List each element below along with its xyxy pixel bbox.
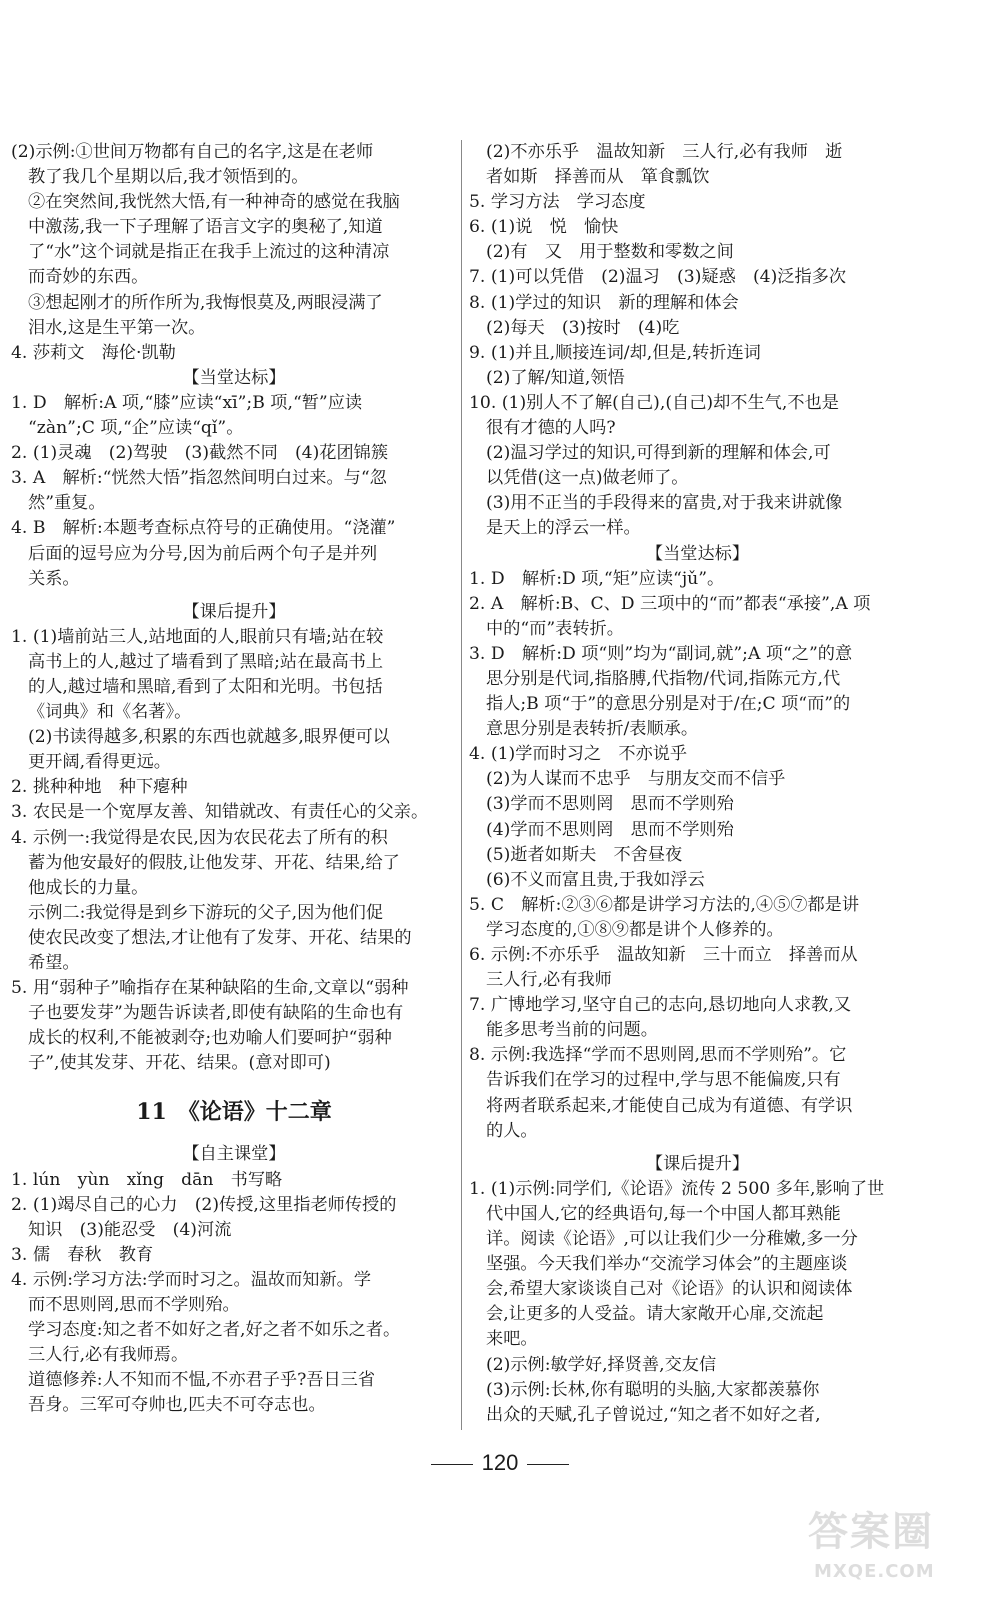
text-line: (2)了解/知道,领悟	[486, 367, 625, 388]
text-line: 6. (1)说 悦 愉快	[469, 217, 619, 238]
text-line: 高书上的人,越过了墙看到了黑暗;站在最高书上	[28, 651, 384, 672]
text-line: “zàn”;C 项,“企”应读“qǐ”。	[28, 418, 244, 439]
text-line: 者如斯 择善而从 箪食瓢饮	[486, 167, 710, 188]
text-line: ③想起刚才的所作所为,我悔恨莫及,两眼浸满了	[28, 292, 383, 313]
text-line: ②在突然间,我恍然大悟,有一种神奇的感觉在我脑	[28, 192, 400, 213]
text-line: 了“水”这个词就是指正在我手上流过的这种清凉	[28, 242, 390, 263]
text-line: 的人,越过墙和黑暗,看到了太阳和光明。书包括	[28, 676, 383, 697]
text-line: 详。阅读《论语》,可以让我们少一分稚嫩,多一分	[486, 1229, 858, 1250]
text-line: 4. 示例一:我觉得是农民,因为农民花去了所有的积	[11, 827, 388, 848]
text-line: (3)学而不思则罔 思而不学则殆	[486, 794, 734, 815]
text-line: 吾身。三军可夺帅也,匹夫不可夺志也。	[28, 1395, 326, 1416]
text-line: 三人行,必有我师	[486, 970, 612, 991]
text-line: 而奇妙的东西。	[28, 267, 149, 288]
text-line: 7. 广博地学习,坚守自己的志向,恳切地向人求教,又	[469, 995, 852, 1016]
text-line: 1. (1)墙前站三人,站地面的人,眼前只有墙;站在较	[11, 626, 384, 647]
text-line: 告诉我们在学习的过程中,学与思不能偏废,只有	[486, 1070, 841, 1091]
footer-rule-right	[527, 1464, 569, 1465]
text-line: 希望。	[28, 953, 80, 973]
text-line: 是天上的浮云一样。	[486, 518, 641, 539]
text-line: 4. B 解析:本题考查标点符号的正确使用。“浇灌”	[11, 518, 396, 539]
text-line: 8. (1)学过的知识 新的理解和体会	[469, 292, 739, 313]
lesson-title: 11 《论语》十二章	[136, 1099, 332, 1126]
text-line: 8. 示例:我选择“学而不思则罔,思而不学则殆”。它	[469, 1045, 847, 1066]
text-line: 更开阔,看得更远。	[28, 752, 171, 773]
text-line: (6)不义而富且贵,于我如浮云	[486, 869, 705, 890]
right-column	[469, 140, 926, 1428]
text-line: 5. 用“弱种子”喻指存在某种缺陷的生命,文章以“弱种	[11, 978, 409, 999]
text-line: (2)示例:敏学好,择贤善,交友信	[486, 1354, 717, 1375]
text-line: 将两者联系起来,才能使自己成为有道德、有学识	[486, 1095, 853, 1116]
text-line: 示例二:我觉得是到乡下游玩的父子,因为他们促	[28, 902, 384, 923]
column-divider	[461, 140, 462, 1430]
text-line: 然”重复。	[28, 493, 106, 514]
text-line: 泪水,这是生平第一次。	[28, 317, 206, 338]
text-line: 他成长的力量。	[28, 877, 149, 898]
text-line: 关系。	[28, 568, 80, 589]
watermark	[808, 1508, 992, 1592]
text-line: 道德修养:人不知而不愠,不亦君子乎?吾日三省	[28, 1370, 376, 1391]
page-number-footer	[0, 1451, 1000, 1475]
text-line: (2)示例:①世间万物都有自己的名字,这是在老师	[11, 142, 374, 162]
section-heading: 【课后提升】	[645, 1153, 750, 1174]
text-line: 中的“而”表转折。	[486, 618, 624, 639]
text-line: 1. lún yùn xǐng dān 书写略	[11, 1169, 283, 1190]
text-line: 7. (1)可以凭借 (2)温习 (3)疑惑 (4)泛指多次	[469, 267, 847, 288]
watermark-logo-text: 答案圈	[808, 1509, 934, 1555]
text-line: 很有才德的人吗?	[486, 418, 616, 439]
text-line: 1. D 解析:A 项,“膝”应读“xī”;B 项,“暂”应读	[11, 392, 363, 413]
text-line: (3)用不正当的手段得来的富贵,对于我来讲就像	[486, 493, 843, 514]
text-line: 4. 示例:学习方法:学而时习之。温故而知新。学	[11, 1269, 372, 1290]
text-line: 三人行,必有我师焉。	[28, 1345, 189, 1366]
text-line: 《词典》和《名著》。	[28, 702, 192, 723]
text-line: 出众的天赋,孔子曾说过,“知之者不如好之者,	[486, 1404, 821, 1425]
text-line: 中激荡,我一下子理解了语言文字的奥秘了,知道	[28, 217, 383, 238]
text-line: 知识 (3)能忍受 (4)河流	[28, 1219, 232, 1240]
text-line: 会,希望大家谈谈自己对《论语》的认识和阅读体	[486, 1279, 853, 1300]
page-number: 120	[481, 1450, 519, 1475]
text-line: 蓄为他安最好的假肢,让他发芽、开花、结果,给了	[28, 852, 400, 873]
spacer	[11, 592, 457, 600]
text-line: 9. (1)并且,顺接连词/却,但是,转折连词	[469, 342, 761, 363]
text-line: (2)不亦乐乎 温故知新 三人行,必有我师 逝	[486, 142, 843, 162]
text-line: 的人。	[486, 1120, 538, 1141]
text-line: 3. D 解析:D 项“则”均为“副词,就”;A 项“之”的意	[469, 643, 853, 664]
text-line: 3. A 解析:“恍然大悟”指忽然间明白过来。与“忽	[11, 468, 387, 489]
text-line: 1. D 解析:D 项,“矩”应读“jǔ”。	[469, 568, 725, 589]
text-line: 6. 示例:不亦乐乎 温故知新 三十而立 择善而从	[469, 945, 858, 965]
text-line: 4. 莎莉文 海伦·凯勒	[11, 342, 176, 363]
text-line: 以凭借(这一点)做老师了。	[486, 468, 689, 489]
text-line: 意思分别是表转折/表顺承。	[486, 719, 699, 740]
text-line: (3)示例:长林,你有聪明的头脑,大家都羡慕你	[486, 1379, 820, 1400]
text-line: 3. 农民是一个宽厚友善、知错就改、有责任心的父亲。	[11, 802, 429, 823]
text-line: (4)学而不思则罔 思而不学则殆	[486, 819, 734, 840]
text-line: 教了我几个星期以后,我才领悟到的。	[28, 167, 309, 188]
text-line: 能多思考当前的问题。	[486, 1020, 658, 1041]
section-heading: 【课后提升】	[182, 601, 286, 622]
text-line: 来吧。	[486, 1329, 538, 1350]
text-line: 代中国人,它的经典语句,每一个中国人都耳熟能	[486, 1203, 841, 1224]
text-line: 会,让更多的人受益。请大家敞开心扉,交流起	[486, 1304, 824, 1325]
text-line: 4. (1)学而时习之 不亦说乎	[469, 744, 688, 765]
left-column	[11, 140, 457, 1419]
text-line: (5)逝者如斯夫 不舍昼夜	[486, 844, 683, 865]
text-line: 而不思则罔,思而不学则殆。	[28, 1295, 240, 1316]
text-line: 2. A 解析:B、C、D 三项中的“而”都表“承接”,A 项	[469, 593, 871, 614]
text-line: 3. 儒 春秋 教育	[11, 1244, 154, 1265]
text-line: 思分别是代词,指胳膊,代指物/代词,指陈元方,代	[486, 668, 841, 689]
text-line: (2)有 又 用于整数和零数之间	[486, 242, 734, 263]
text-line: 2. (1)灵魂 (2)驾驶 (3)截然不同 (4)花团锦簇	[11, 443, 389, 464]
section-heading: 【自主课堂】	[182, 1144, 286, 1165]
section-heading: 【当堂达标】	[645, 543, 750, 564]
text-line: 学习态度:知之者不如好之者,好之者不如乐之者。	[28, 1320, 401, 1341]
text-line: 子也要发芽”为题告诉读者,即使有缺陷的生命也有	[28, 1003, 404, 1024]
text-line: 2. 挑种种地 种下瘪种	[11, 777, 188, 798]
text-line: 指人;B 项“于”的意思分别是对于/在;C 项“而”的	[486, 694, 851, 715]
text-line: 坚强。今天我们举办“交流学习体会”的主题座谈	[486, 1254, 848, 1275]
text-line: 1. (1)示例:同学们,《论语》流传 2 500 多年,影响了世	[469, 1178, 885, 1199]
text-line: 子”,使其发芽、开花、结果。(意对即可)	[28, 1053, 331, 1074]
footer-rule-left	[431, 1464, 473, 1465]
text-line: (2)每天 (3)按时 (4)吃	[486, 317, 680, 338]
watermark-url: MXQE.COM	[814, 1561, 935, 1582]
spacer	[469, 1144, 926, 1152]
text-line: 2. (1)竭尽自己的心力 (2)传授,这里指老师传授的	[11, 1194, 397, 1215]
text-line: 学习态度的,①⑧⑨都是讲个人修养的。	[486, 919, 784, 940]
text-line: 使农民改变了想法,才让他有了发芽、开花、结果的	[28, 927, 412, 948]
section-heading: 【当堂达标】	[182, 367, 286, 388]
text-line: (2)为人谋而不忠乎 与朋友交而不信乎	[486, 769, 786, 790]
text-line: 10. (1)别人不了解(自己),(自己)却不生气,不也是	[469, 392, 839, 413]
text-line: 5. 学习方法 学习态度	[469, 192, 646, 213]
text-line: 成长的权利,不能被剥夺;也劝喻人们要呵护“弱种	[28, 1028, 392, 1049]
text-line: (2)温习学过的知识,可得到新的理解和体会,可	[486, 443, 831, 464]
text-line: 5. C 解析:②③⑥都是讲学习方法的,④⑤⑦都是讲	[469, 894, 860, 915]
text-line: 后面的逗号应为分号,因为前后两个句子是并列	[28, 543, 378, 564]
text-line: (2)书读得越多,积累的东西也就越多,眼界便可以	[28, 727, 390, 748]
